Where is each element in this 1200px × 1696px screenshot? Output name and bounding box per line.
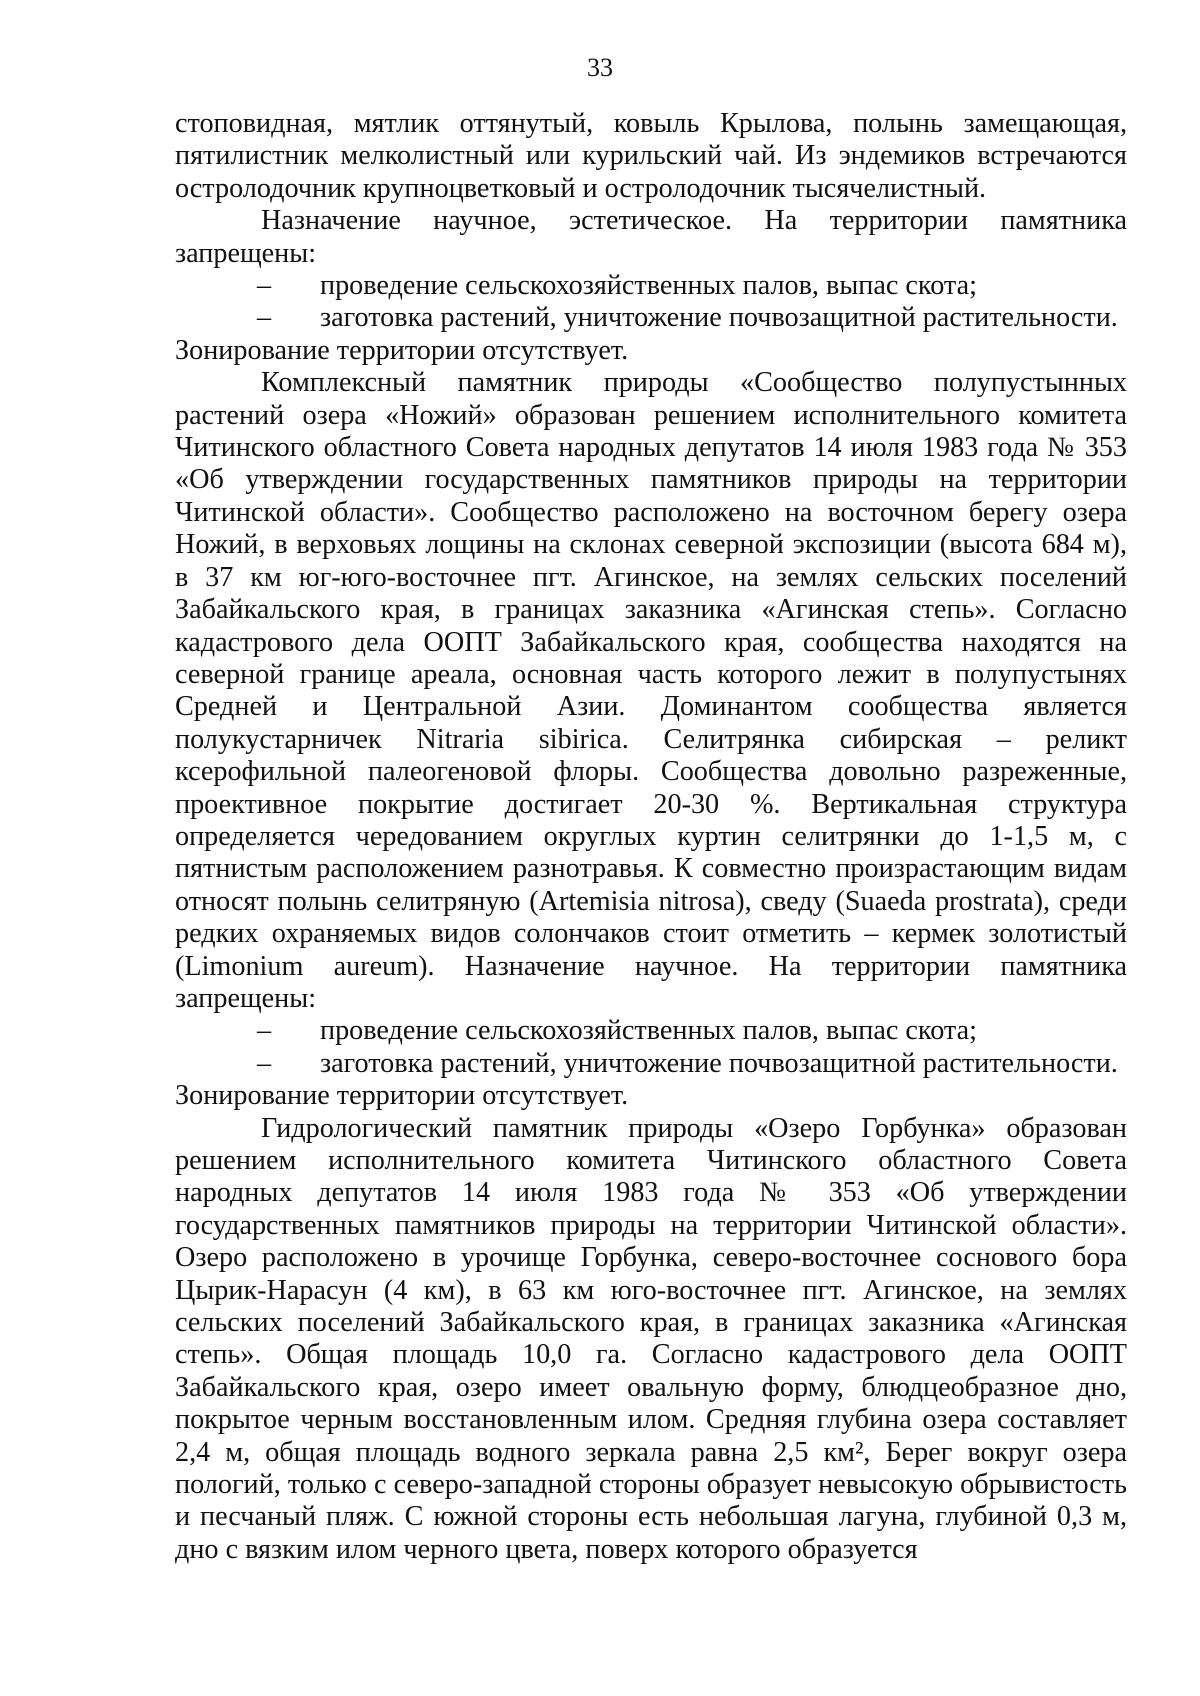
list-item <box>175 1015 1127 1047</box>
list-item-text: проведение сельскохозяйственных палов, выпас скота; <box>320 270 977 302</box>
list-item-text: проведение сельскохозяйственных палов, выпас скота; <box>320 1015 977 1047</box>
list-item <box>175 302 1127 334</box>
page-number: 33 <box>587 53 613 82</box>
list-item-text: заготовка растений, уничтожение почвозащитной растительности. <box>320 1047 1118 1079</box>
list-dash: – <box>257 1047 272 1079</box>
paragraph: Зонирование территории отсутствует. <box>175 1080 629 1112</box>
paragraph: Зонирование территории отсутствует. <box>175 334 629 366</box>
list-item <box>175 1048 1127 1080</box>
list-item-text: заготовка растений, уничтожение почвозащитной растительности. <box>320 302 1118 334</box>
document-body <box>175 108 1127 1566</box>
paragraph: Назначение научное, эстетическое. На территории памятника запрещены: <box>175 205 1127 269</box>
paragraph: стоповидная, мятлик оттянутый, ковыль Крылова, полынь замещающая, пятилистник мелколистный или курильский чай. Из эндемиков встречаются остролодочник крупноцветковый и остролодочник тысячелистный. <box>175 108 1127 204</box>
list-dash: – <box>257 1015 272 1047</box>
list-item <box>175 270 1127 302</box>
list-dash: – <box>257 270 272 302</box>
paragraph: Гидрологический памятник природы «Озеро Горбунка» образован решением исполнительного комитета Читинского областного Совета народных депутатов 14 июля 1983 года № 353 «Об утверждении государственных памятников природы на территории Читинской области». Озеро расположено в урочище Горбунка, северо-восточнее соснового бора Цырик-Нарасун (4 км), в 63 км юго-восточнее пгт. Агинское, на землях сельских поселений Забайкальского края, в границах заказника «Агинская степь». Общая площадь 10,0 га. Согласно кадастрового дела ООПТ Забайкальского края, озеро имеет овальную форму, блюдцеобразное дно, покрытое черным восстановленным илом. Средняя глубина озера составляет 2,4 м, общая площадь водного зеркала равна 2,5 км², Берег вокруг озера пологий, только с северо-западной стороны образует невысокую обрывистость и песчаный пляж. С южной стороны есть небольшая лагуна, глубиной 0,3 м, дно с вязким илом черного цвета, поверх которого образуется <box>175 1112 1127 1565</box>
list-dash: – <box>257 302 272 334</box>
paragraph: Комплексный памятник природы «Сообщество полупустынных растений озера «Ножий» образован решением исполнительного комитета Читинского областного Совета народных депутатов 14 июля 1983 года № 353 «Об утверждении государственных памятников природы на территории Читинской области». Сообщество расположено на восточном берегу озера Ножий, в верховьях лощины на склонах северной экспозиции (высота 684 м), в 37 км юг-юго-восточнее пгт. Агинское, на землях сельских поселений Забайкальского края, в границах заказника «Агинская степь». Согласно кадастрового дела ООПТ Забайкальского края, сообщества находятся на северной границе ареала, основная часть которого лежит в полупустынях Средней и Центральной Азии. Доминантом сообщества является полукустарничек Nitraria sibirica. Селитрянка сибирская – реликт ксерофильной палеогеновой флоры. Сообщества довольно разреженные, проективное покрытие достигает 20-30 %. Вертикальная структура определяется чередованием округлых куртин селитрянки до 1-1,5 м, с пятнистым расположением разнотравья. К совместно произрастающим видам относят полынь селитряную (Artemisia nitrosa), сведу (Suaeda prostrata), среди редких охраняемых видов солончаков стоит отметить – кермек золотистый (Limonium aureum). Назначение научное. На территории памятника запрещены: <box>175 367 1127 1014</box>
